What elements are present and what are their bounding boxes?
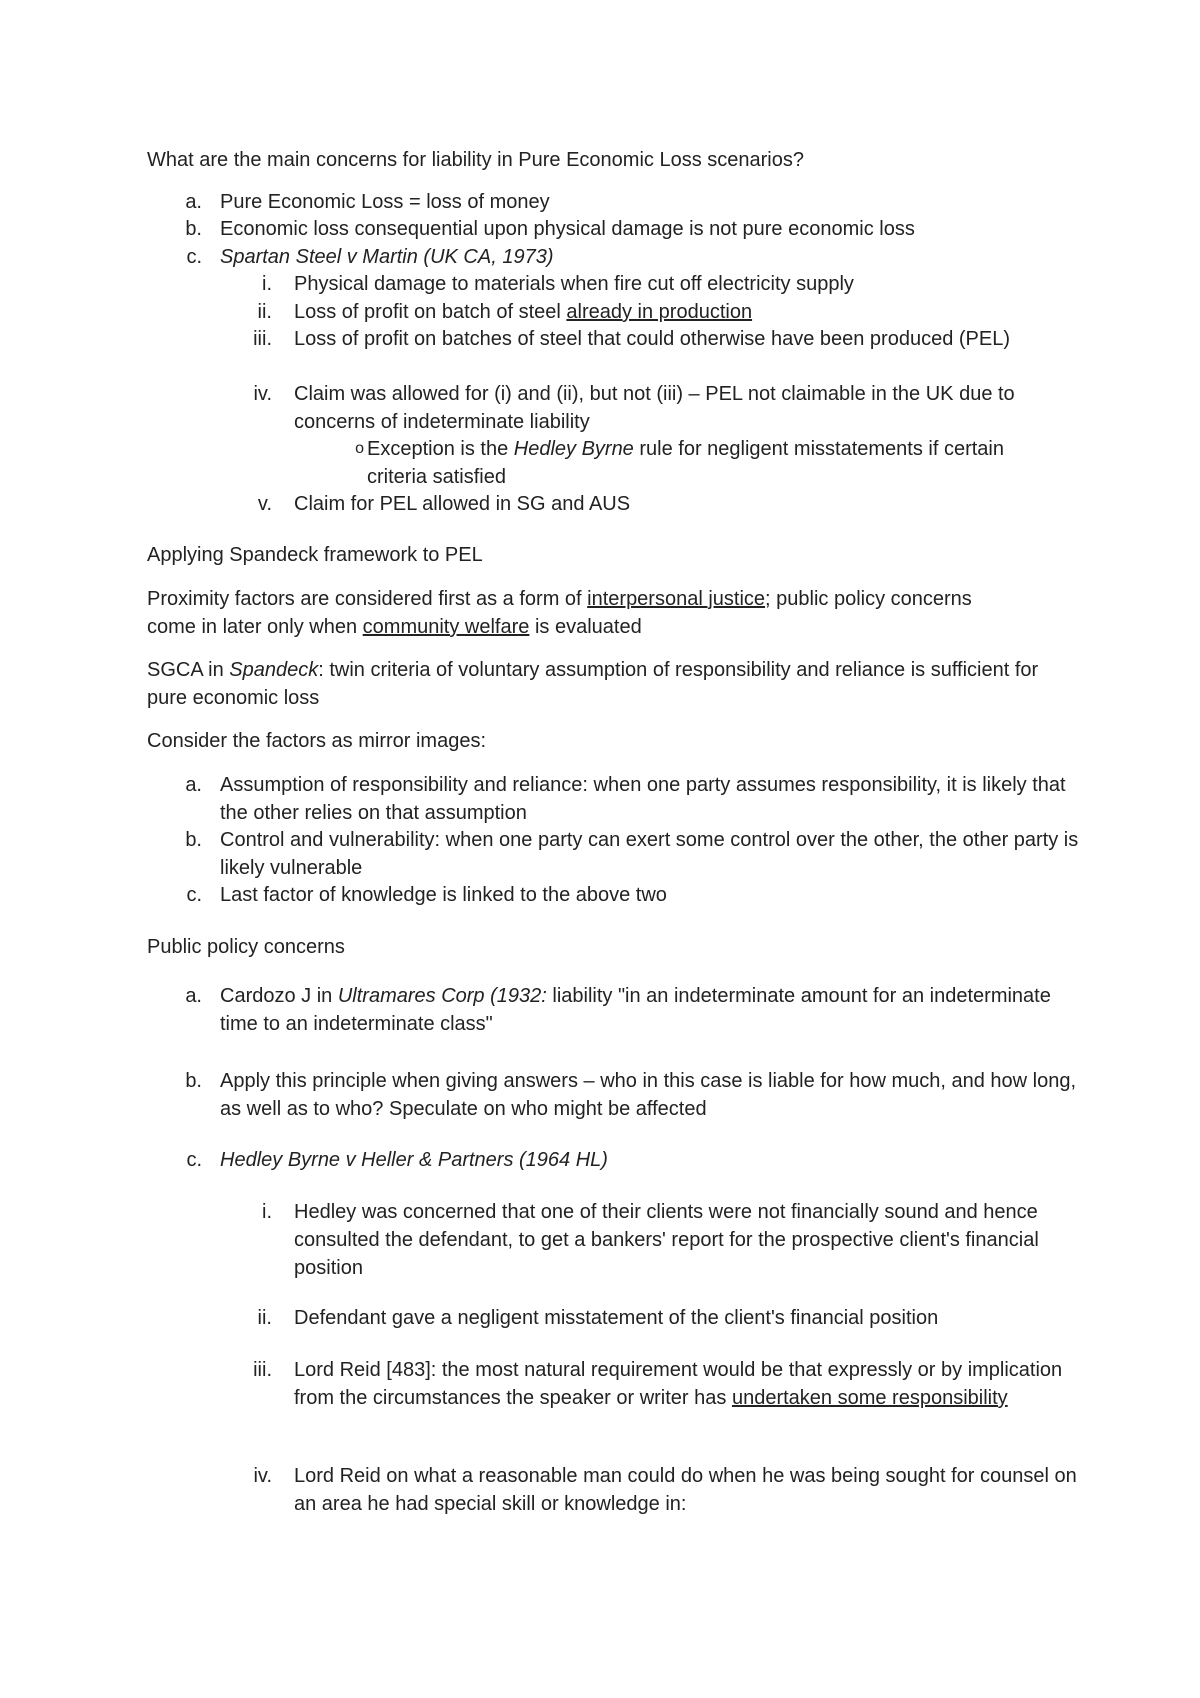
list-item-text: Loss of profit on batches of steel that could otherwise have been produced (PEL) [294,328,1010,350]
list-item-text: Lord Reid on what a reasonable man could do when he was being sought for counsel on an area he had special skill or knowledge in: [294,1465,1077,1515]
list-marker: c. [186,246,202,268]
bullet-marker: o [355,440,364,457]
section-heading: Applying Spandeck framework to PEL [147,544,483,566]
list-marker: b. [185,829,202,851]
case-name: Spartan Steel v Martin (UK CA, 1973) [220,246,554,268]
list-item-text: Cardozo J in Ultramares Corp (1932: liability "in an indeterminate amount for an indeterminate time to an indeterminate class" [220,985,1051,1035]
section-heading: Consider the factors as mirror images: [147,730,487,752]
list-marker: iii. [253,1359,272,1381]
list-item-text: Pure Economic Loss = loss of money [220,191,550,213]
list-marker: b. [185,218,202,240]
section-heading: Public policy concerns [147,936,345,958]
list-item-text: Lord Reid [483]: the most natural requirement would be that expressly or by implication from the circumstances the speaker or writer has undertaken some responsibility [294,1359,1063,1409]
heading-question: What are the main concerns for liability in Pure Economic Loss scenarios? [147,149,804,171]
list-marker: iv. [253,383,272,405]
list-marker: ii. [257,301,272,323]
list-marker: a. [185,985,202,1007]
list-item-text: Control and vulnerability: when one party can exert some control over the other, the other party is likely vulnerable [220,829,1079,879]
list-item-text: Exception is the Hedley Byrne rule for negligent misstatements if certain criteria satisfied [367,438,1004,488]
list-item-text: Last factor of knowledge is linked to the above two [220,884,667,906]
list-marker: i. [262,273,272,295]
list-marker: iii. [253,328,272,350]
list-item-text: Assumption of responsibility and reliance: when one party assumes responsibility, it is likely that the other relies on that assumption [220,774,1066,824]
list-marker: b. [185,1070,202,1092]
paragraph: Proximity factors are considered first as a form of interpersonal justice; public policy concerns come in later only when community welfare is evaluated [147,588,972,638]
list-item-text: Defendant gave a negligent misstatement of the client's financial position [294,1307,939,1329]
list-marker: i. [262,1201,272,1223]
list-item-text: Economic loss consequential upon physical damage is not pure economic loss [220,218,915,240]
list-marker: ii. [257,1307,272,1329]
list-marker: c. [186,1149,202,1171]
list-marker: a. [185,191,202,213]
list-marker: c. [186,884,202,906]
paragraph: SGCA in Spandeck: twin criteria of voluntary assumption of responsibility and reliance is sufficient for pure economic loss [147,659,1039,709]
case-name: Hedley Byrne v Heller & Partners (1964 HL) [220,1149,608,1171]
list-marker: v. [257,493,272,515]
list-item-text: Hedley was concerned that one of their clients were not financially sound and hence consulted the defendant, to get a bankers' report for the prospective client's financial position [294,1201,1039,1279]
list-item-text: Claim was allowed for (i) and (ii), but not (iii) – PEL not claimable in the UK due to concerns of indeterminate liability [294,383,1015,433]
list-item-text: Physical damage to materials when fire cut off electricity supply [294,273,854,295]
list-item-text: Apply this principle when giving answers – who in this case is liable for how much, and how long, as well as to who? Speculate on who might be affected [220,1070,1077,1120]
list-marker: iv. [253,1465,272,1487]
list-marker: a. [185,774,202,796]
list-item-text: Loss of profit on batch of steel already in production [294,301,753,323]
list-item-text: Claim for PEL allowed in SG and AUS [294,493,631,515]
